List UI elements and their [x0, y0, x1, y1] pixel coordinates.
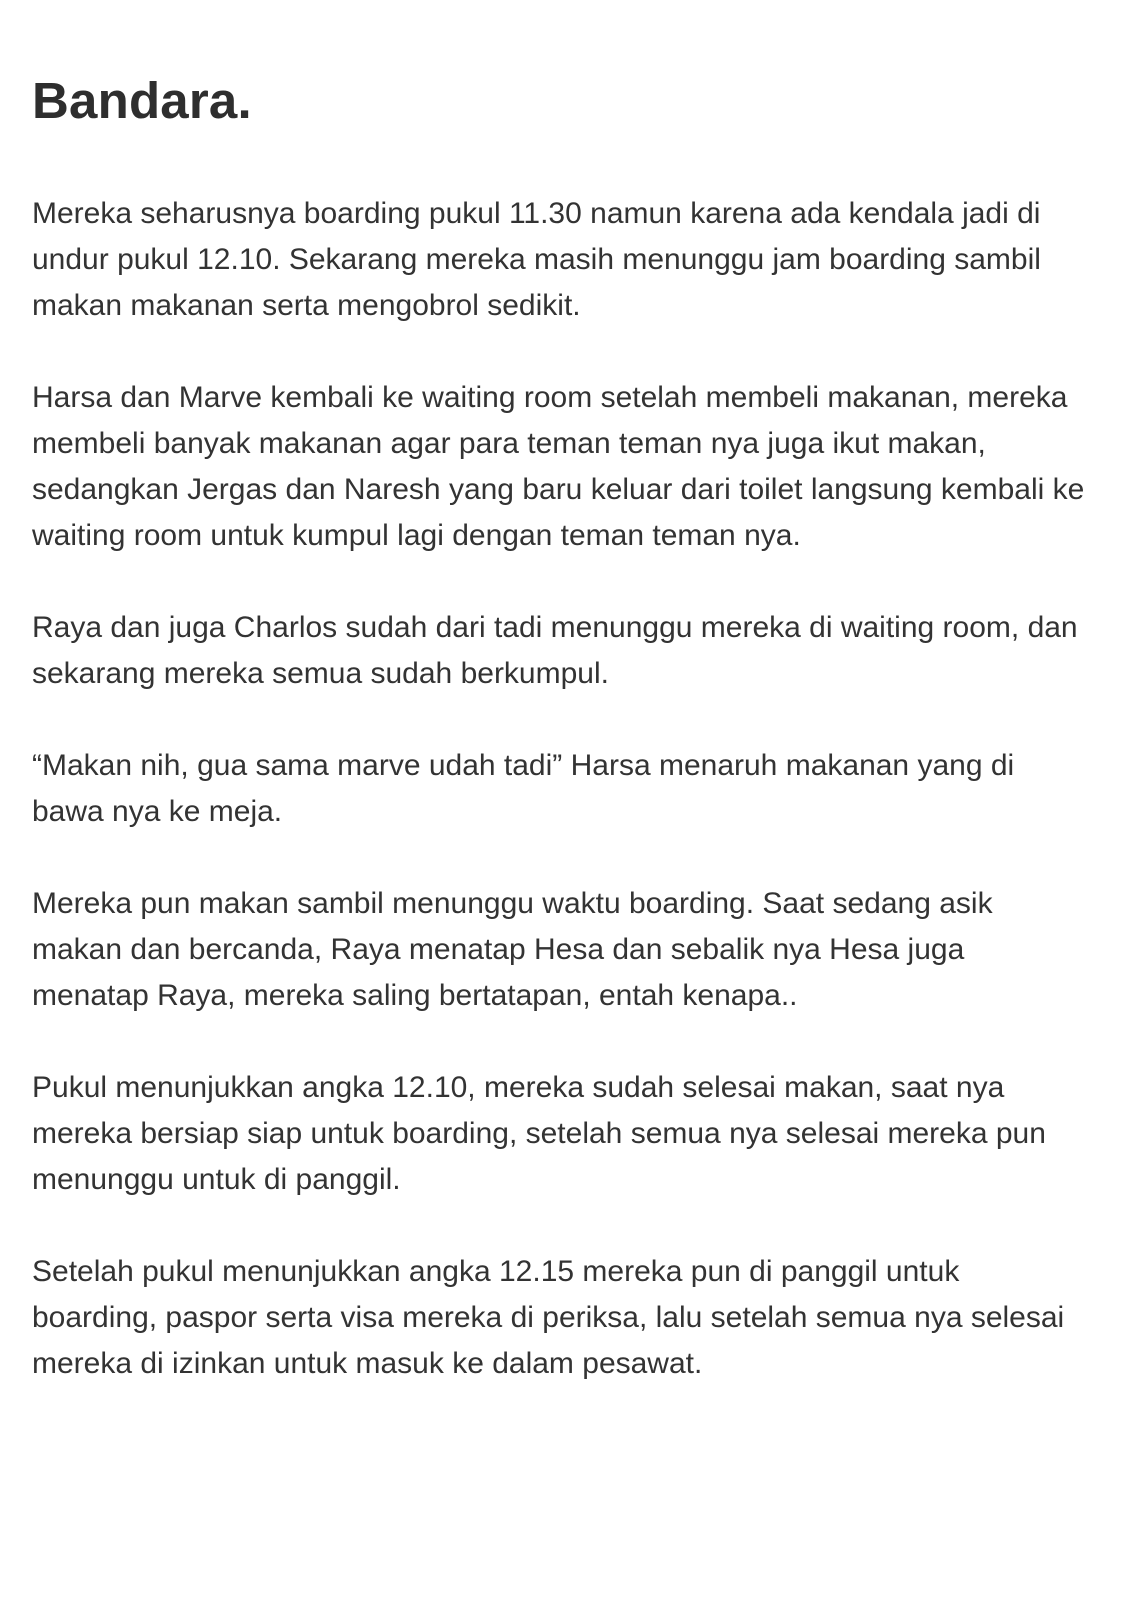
paragraph: Mereka pun makan sambil menunggu waktu boarding. Saat sedang asik makan dan bercanda, Raya menatap Hesa dan sebalik nya Hesa juga menatap Raya, mereka saling bertatapan, entah kenapa..: [32, 887, 993, 1012]
paragraph: Setelah pukul menunjukkan angka 12.15 mereka pun di panggil untuk boarding, paspor serta visa mereka di periksa, lalu setelah semua nya selesai mereka di izinkan untuk masuk ke dalam pesawat.: [32, 1255, 1065, 1380]
paragraph: Pukul menunjukkan angka 12.10, mereka sudah selesai makan, saat nya mereka bersiap siap untuk boarding, setelah semua nya selesai mereka pun menunggu untuk di panggil.: [32, 1071, 1046, 1196]
paragraph: Mereka seharusnya boarding pukul 11.30 namun karena ada kendala jadi di undur pukul 12.10. Sekarang mereka masih menunggu jam boarding sambil makan makanan serta mengobrol sedikit.: [32, 197, 1041, 322]
document-title: Bandara.: [32, 72, 252, 129]
document-body: [32, 191, 1088, 1387]
paragraph: Harsa dan Marve kembali ke waiting room setelah membeli makanan, mereka membeli banyak makanan agar para teman teman nya juga ikut makan, sedangkan Jergas dan Naresh yang baru keluar dari toilet langsung kembali ke waiting room untuk kumpul lagi dengan teman teman nya.: [32, 381, 1085, 552]
paragraph: “Makan nih, gua sama marve udah tadi” Harsa menaruh makanan yang di bawa nya ke meja.: [32, 749, 1015, 828]
paragraph: Raya dan juga Charlos sudah dari tadi menunggu mereka di waiting room, dan sekarang mereka semua sudah berkumpul.: [32, 611, 1078, 690]
